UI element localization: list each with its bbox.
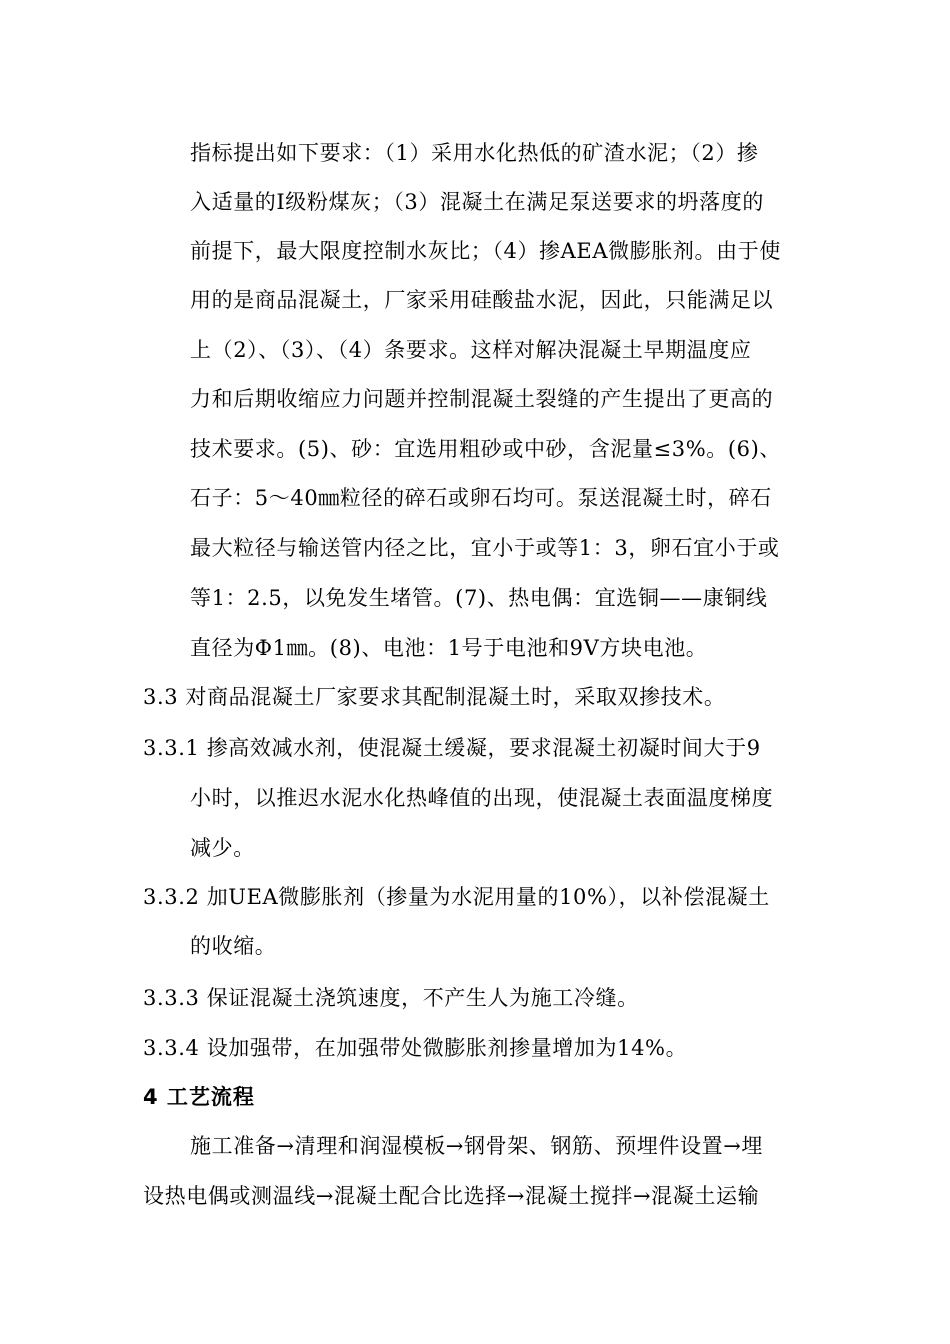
paragraph-line: 指标提出如下要求：（1）采用水化热低的矿渣水泥；（2）掺 [190, 141, 759, 165]
paragraph-line: 设热电偶或测温线→混凝土配合比选择→混凝土搅拌→混凝土运输 [143, 1184, 760, 1208]
paragraph-line: 石子：5～40㎜粒径的碎石或卵石均可。泵送混凝土时，碎石 [190, 486, 772, 510]
paragraph-line: 施工准备→清理和润湿模板→钢骨架、钢筋、预埋件设置→埋 [190, 1134, 763, 1158]
paragraph-line: 用的是商品混凝土，厂家采用硅酸盐水泥，因此，只能满足以 [190, 288, 774, 312]
list-item-3-3-1-continued: 小时，以推迟水泥水化热峰值的出现，使混凝土表面温度梯度 [190, 786, 774, 810]
paragraph-line: 力和后期收缩应力问题并控制混凝土裂缝的产生提出了更高的 [190, 387, 774, 411]
paragraph-line: 等1：2.5，以免发生堵管。(7)、热电偶：宜选铜——康铜线 [190, 586, 768, 610]
list-item-3-3-1-continued: 减少。 [190, 836, 255, 860]
paragraph-line: 技术要求。(5)、砂：宜选用粗砂或中砂，含泥量≤3%。(6)、 [190, 437, 782, 461]
list-item-3-3: 3.3 对商品混凝土厂家要求其配制混凝土时，采取双掺技术。 [143, 685, 726, 709]
paragraph-line: 前提下，最大限度控制水灰比；（4）掺AEA微膨胀剂。由于使 [190, 239, 781, 263]
list-item-3-3-1: 3.3.1 掺高效减水剂，使混凝土缓凝，要求混凝土初凝时间大于9 [143, 736, 761, 760]
section-heading: 4 工艺流程 [143, 1085, 255, 1109]
paragraph-line: 上（2）、（3）、（4）条要求。这样对解决混凝土早期温度应 [190, 338, 752, 362]
paragraph-line: 入适量的Ⅰ级粉煤灰；（3）混凝土在满足泵送要求的坍落度的 [190, 190, 764, 214]
list-item-3-3-4: 3.3.4 设加强带，在加强带处微膨胀剂掺量增加为14%。 [143, 1036, 688, 1060]
paragraph-line: 最大粒径与输送管内径之比，宜小于或等1：3，卵石宜小于或 [190, 536, 780, 560]
list-item-3-3-2: 3.3.2 加UEA微膨胀剂（掺量为水泥用量的10%），以补偿混凝土 [143, 885, 770, 909]
paragraph-line: 直径为Φ1㎜。(8)、电池：1号于电池和9V方块电池。 [190, 636, 708, 660]
list-item-3-3-3: 3.3.3 保证混凝土浇筑速度，不产生人为施工冷缝。 [143, 986, 639, 1010]
list-item-3-3-2-continued: 的收缩。 [190, 934, 277, 958]
